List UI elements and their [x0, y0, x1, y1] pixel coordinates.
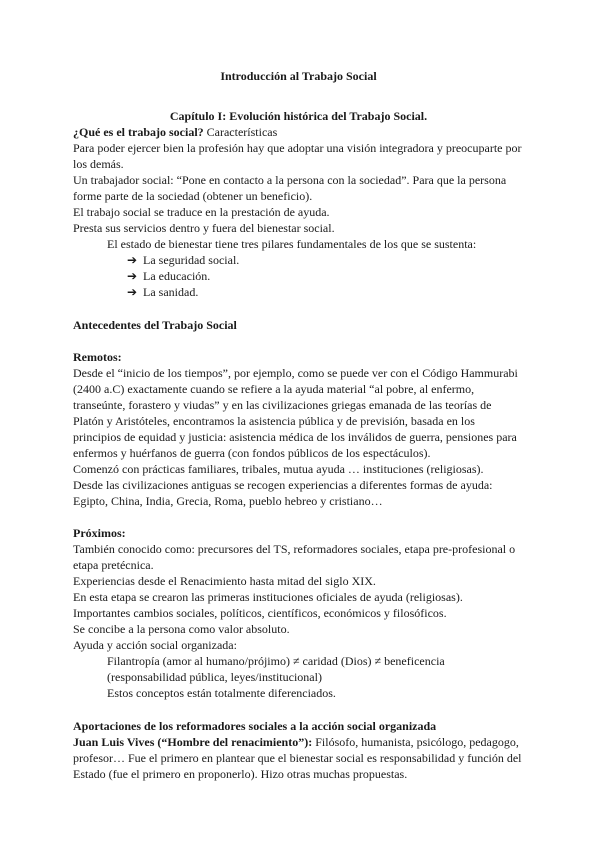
intro-question-line	[73, 124, 524, 140]
document-title: Introducción al Trabajo Social	[220, 69, 377, 83]
proximos-line: Ayuda y acción social organizada:	[73, 638, 237, 652]
arrow-bullet-icon: ➔	[127, 285, 138, 299]
remotos-paragraph: Desde las civilizaciones antiguas se recogen experiencias a diferentes formas de ayuda: Egipto, China, India, Grecia, Roma, pueblo hebreo y cristiano…	[73, 478, 493, 508]
remotos-heading: Remotos:	[73, 350, 122, 364]
intro-question: ¿Qué es el trabajo social?	[73, 125, 204, 139]
arrow-bullet-icon: ➔	[127, 269, 138, 283]
pillars-intro: El estado de bienestar tiene tres pilares fundamentales de los que se sustenta:	[107, 237, 477, 251]
proximos-line: En esta etapa se crearon las primeras instituciones oficiales de ayuda (religiosas).	[73, 590, 463, 604]
chapter-title: Capítulo I: Evolución histórica del Trabajo Social.	[169, 109, 428, 123]
person-name: Juan Luis Vives (“Hombre del renacimiento”):	[73, 735, 313, 749]
proximos-line: Experiencias desde el Renacimiento hasta mitad del siglo XIX.	[73, 574, 376, 588]
arrow-bullet-icon: ➔	[127, 253, 138, 267]
aportaciones-paragraph	[73, 734, 524, 782]
remotos-paragraph: Comenzó con prácticas familiares, tribales, mutua ayuda … instituciones (religiosas).	[73, 462, 484, 476]
intro-line: Para poder ejercer bien la profesión hay que adoptar una visión integradora y preocuparte por los demás.	[73, 141, 522, 171]
aportaciones-heading: Aportaciones de los reformadores sociales a la acción social organizada	[73, 719, 437, 733]
proximos-subline: Filantropía (amor al humano/prójimo) ≠ caridad (Dios) ≠ beneficencia (responsabilidad pública, leyes/institucional)	[107, 654, 445, 684]
proximos-line: También conocido como: precursores del TS, reformadores sociales, etapa pre-profesional o etapa pretécnica.	[73, 542, 516, 572]
proximos-line: Importantes cambios sociales, políticos, científicos, económicos y filosóficos.	[73, 606, 447, 620]
proximos-line: Se concibe a la persona como valor absoluto.	[73, 622, 290, 636]
list-item: ➔ La seguridad social.	[127, 253, 240, 267]
intro-line: El trabajo social se traduce en la prestación de ayuda.	[73, 205, 330, 219]
intro-line: Un trabajador social: “Pone en contacto a la persona con la sociedad”. Para que la persona forme parte de la sociedad (obtener un beneficio).	[73, 173, 507, 203]
proximos-heading: Próximos:	[73, 526, 126, 540]
antecedentes-heading: Antecedentes del Trabajo Social	[73, 318, 237, 332]
intro-line: Presta sus servicios dentro y fuera del bienestar social.	[73, 221, 335, 235]
remotos-paragraph: Desde el “inicio de los tiempos”, por ejemplo, como se puede ver con el Código Hammurabi (2400 a.C) exactamente cuando se refiere a la ayuda material “al pobre, al enfermo, transeúnte, forastero y viudas” y en las civilizaciones griegas emanada de las teorías de Platón y Aristóteles, encontramos la asistencia pública y de previsión, basada en los principios de equidad y justicia: asistencia médica de los inválidos de guerra, pensiones para enfermos y huérfanos de guerra (con fondos públicos de los espectáculos).	[73, 366, 518, 460]
list-item: ➔ La sanidad.	[127, 285, 199, 299]
person-text: Filósofo, humanista, psicólogo, pedagogo, profesor… Fue el primero en plantear que el bienestar social es responsabilidad y función del Estado (fue el primero en proponerlo). Hizo otras muchas propuestas.	[73, 735, 522, 781]
intro-question-tail: Características	[203, 125, 278, 139]
pillars-list	[73, 252, 524, 300]
list-item: ➔ La educación.	[127, 269, 211, 283]
proximos-subline: Estos conceptos están totalmente diferenciados.	[107, 686, 336, 700]
